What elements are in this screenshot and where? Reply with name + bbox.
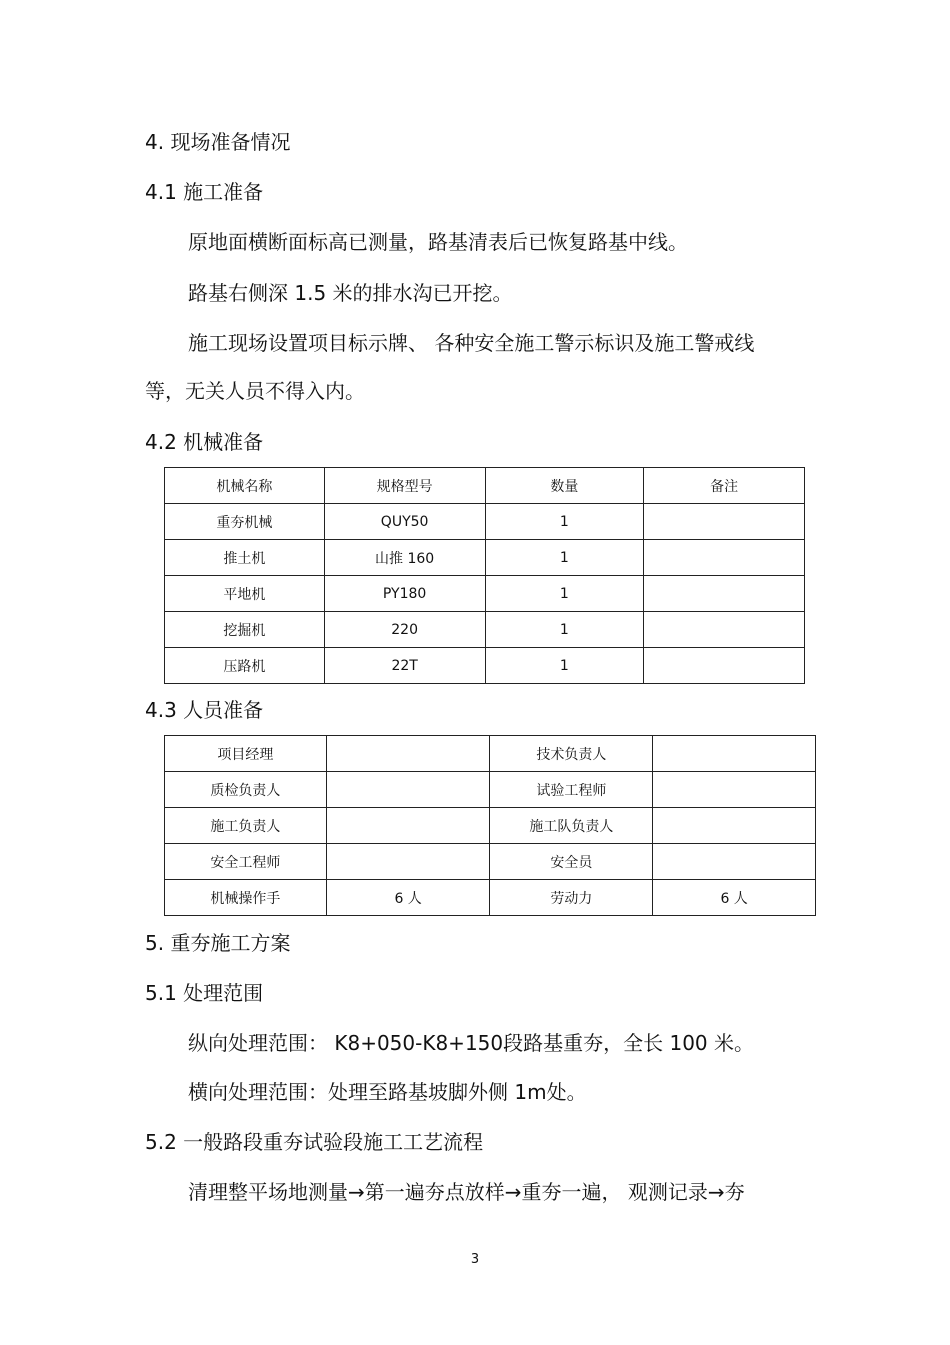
table-cell: PY180 — [324, 576, 485, 612]
paragraph: 横向处理范围：处理至路基坡脚外侧 1m处。 — [188, 1080, 587, 1104]
section-4-1-heading: 4.1 施工准备 — [145, 180, 264, 204]
table-cell: 施工负责人 — [165, 808, 327, 844]
table-cell — [653, 772, 816, 808]
table-header-cell: 规格型号 — [324, 468, 485, 504]
table-cell: 压路机 — [165, 648, 325, 684]
table-cell — [644, 576, 805, 612]
table-cell — [644, 504, 805, 540]
section-5-1-heading: 5.1 处理范围 — [145, 981, 264, 1005]
table-cell — [653, 844, 816, 880]
table-cell — [653, 808, 816, 844]
table-cell: 挖掘机 — [165, 612, 325, 648]
table-cell — [644, 612, 805, 648]
table-cell: 220 — [324, 612, 485, 648]
table-row — [165, 736, 816, 772]
page-number: 3 — [470, 1252, 480, 1267]
table-cell — [653, 736, 816, 772]
table-cell: 质检负责人 — [165, 772, 327, 808]
table-row — [165, 504, 805, 540]
table-cell: 重夯机械 — [165, 504, 325, 540]
table-cell: 施工队负责人 — [490, 808, 653, 844]
table-cell: 平地机 — [165, 576, 325, 612]
paragraph: 施工现场设置项目标示牌、 各种安全施工警示标识及施工警戒线 — [188, 331, 755, 355]
section-5-heading: 5. 重夯施工方案 — [145, 931, 291, 955]
table-cell: 1 — [485, 504, 644, 540]
paragraph: 纵向处理范围： K8+050-K8+150段路基重夯，全长 100 米。 — [188, 1031, 755, 1055]
table-cell: 试验工程师 — [490, 772, 653, 808]
table-cell: 1 — [485, 648, 644, 684]
table-cell: 技术负责人 — [490, 736, 653, 772]
table-cell: QUY50 — [324, 504, 485, 540]
section-4-2-heading: 4.2 机械准备 — [145, 430, 264, 454]
table-row — [165, 612, 805, 648]
table-row — [165, 540, 805, 576]
section-4-3-heading: 4.3 人员准备 — [145, 698, 264, 722]
paragraph: 路基右侧深 1.5 米的排水沟已开挖。 — [188, 281, 513, 305]
table-cell — [644, 648, 805, 684]
table-row — [165, 648, 805, 684]
paragraph-continuation: 等，无关人员不得入内。 — [145, 379, 365, 403]
table-cell: 山推 160 — [324, 540, 485, 576]
table-cell: 项目经理 — [165, 736, 327, 772]
table-header-cell: 数量 — [485, 468, 644, 504]
table-cell: 推土机 — [165, 540, 325, 576]
table-cell: 机械操作手 — [165, 880, 327, 916]
table-header-cell: 机械名称 — [165, 468, 325, 504]
table-cell: 6 人 — [326, 880, 490, 916]
table-cell — [326, 808, 490, 844]
table-cell — [326, 844, 490, 880]
table-header-cell: 备注 — [644, 468, 805, 504]
paragraph: 原地面横断面标高已测量，路基清表后已恢复路基中线。 — [188, 230, 688, 254]
table-row — [165, 772, 816, 808]
table-cell — [644, 540, 805, 576]
table-cell: 6 人 — [653, 880, 816, 916]
table-cell: 劳动力 — [490, 880, 653, 916]
table-cell — [326, 772, 490, 808]
table-cell: 1 — [485, 576, 644, 612]
table-cell: 22T — [324, 648, 485, 684]
table-row — [165, 808, 816, 844]
table-cell: 安全员 — [490, 844, 653, 880]
section-4-heading: 4. 现场准备情况 — [145, 130, 291, 154]
table-cell: 安全工程师 — [165, 844, 327, 880]
section-5-2-heading: 5.2 一般路段重夯试验段施工工艺流程 — [145, 1130, 484, 1154]
machinery-table — [164, 467, 805, 684]
table-row — [165, 844, 816, 880]
personnel-table — [164, 735, 816, 916]
paragraph: 清理整平场地测量→第一遍夯点放样→重夯一遍， 观测记录→夯 — [188, 1180, 745, 1204]
table-row — [165, 576, 805, 612]
table-header-row — [165, 468, 805, 504]
table-cell: 1 — [485, 540, 644, 576]
table-cell — [326, 736, 490, 772]
table-cell: 1 — [485, 612, 644, 648]
table-row — [165, 880, 816, 916]
